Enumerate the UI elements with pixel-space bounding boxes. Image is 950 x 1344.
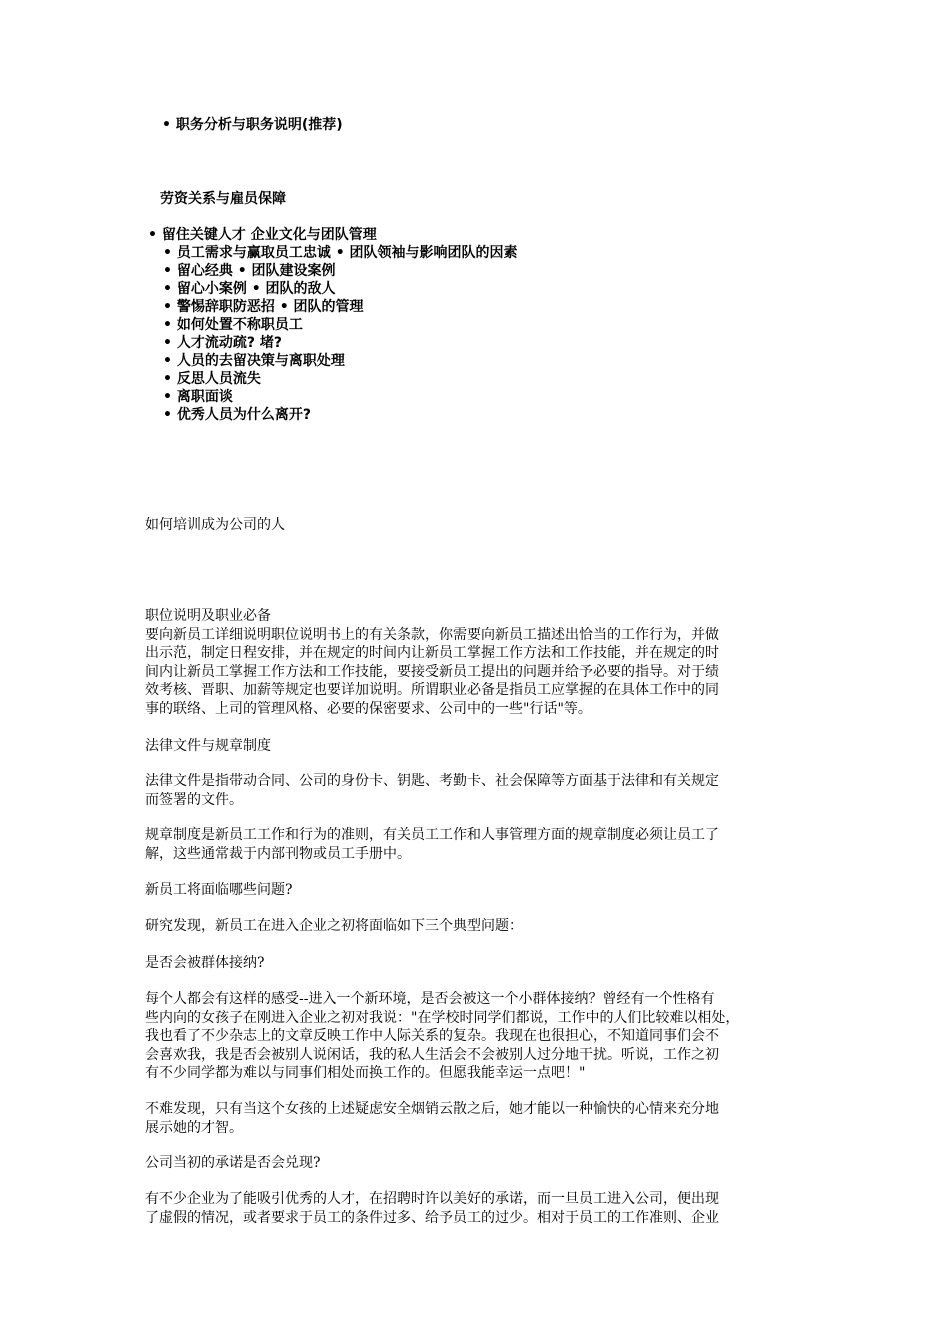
paragraph-job-description	[145, 607, 817, 718]
outline-sub-item: • 优秀人员为什么离开?	[163, 407, 311, 423]
paragraph-line: 会喜欢我，我是否会被别人说闲话，我的私人生活会不会被别人过分地干扰。听说，工作之初	[145, 1046, 719, 1063]
paragraph-rules	[145, 826, 817, 863]
paragraph-conclusion	[145, 1100, 817, 1137]
outline-sub-item: • 留心小案例 • 团队的敌人	[163, 281, 336, 297]
outline-main-item: • 留住关键人才 企业文化与团队管理	[148, 227, 377, 243]
heading-acceptance: 是否会被群体接纳?	[145, 955, 265, 971]
paragraph-line: 我也看了不少杂志上的文章反映工作中人际关系的复杂。我现在也很担心，不知道同事们会不	[145, 1028, 719, 1044]
outline-sub-item: • 人才流动疏? 堵?	[163, 335, 282, 351]
research-line: 研究发现，新员工在进入企业之初将面临如下三个典型问题：	[145, 918, 523, 934]
outline-sub-item: • 如何处置不称职员工	[163, 317, 303, 333]
paragraph-line: 而签署的文件。	[145, 791, 243, 808]
paragraph-line: 有不少企业为了能吸引优秀的人才，在招聘时许以美好的承诺，而一旦员工进入公司，便出现	[145, 1191, 719, 1207]
outline-top-item: • 职务分析与职务说明(推荐)	[162, 117, 343, 133]
outline-sub-item: • 警惕辞职防恶招 • 团队的管理	[163, 299, 364, 315]
paragraph-line: 间内让新员工掌握工作方法和工作技能，要接受新员工提出的问题并给予必要的指导。对于绩	[145, 663, 719, 680]
paragraph-line: 要向新员工详细说明职位说明书上的有关条款，你需要向新员工描述出恰当的工作行为，并做	[145, 626, 719, 643]
paragraph-line: 出示范，制定日程安排，并在规定的时间内让新员工掌握工作方法和工作技能，并在规定的时	[145, 645, 719, 661]
paragraph-promise	[145, 1190, 817, 1227]
paragraph-line: 不难发现，只有当这个女孩的上述疑虑安全烟销云散之后，她才能以一种愉快的心情来充分地	[145, 1101, 719, 1117]
paragraph-line: 些内向的女孩子在刚进入企业之初对我说："在学校时同学们都说，工作中的人们比较难以相处，	[145, 1009, 740, 1026]
heading-law: 法律文件与规章制度	[145, 738, 271, 754]
heading-promise: 公司当初的承诺是否会兑现?	[145, 1155, 321, 1171]
paragraph-line: 展示她的才智。	[145, 1119, 243, 1136]
outline-sub-item: • 离职面谈	[163, 389, 233, 405]
paragraph-heading: 职位说明及职业必备	[145, 608, 271, 624]
paragraph-acceptance	[145, 990, 817, 1083]
section-heading: 劳资关系与雇员保障	[160, 191, 286, 207]
body-title: 如何培训成为公司的人	[145, 517, 285, 533]
heading-problems: 新员工将面临哪些问题?	[145, 882, 293, 898]
paragraph-law	[145, 772, 817, 809]
paragraph-line: 事的联络、上司的管理风格、必要的保密要求、公司中的一些"行话"等。	[145, 700, 592, 717]
outline-sub-item: • 留心经典 • 团队建设案例	[163, 263, 336, 279]
paragraph-line: 法律文件是指带动合同、公司的身份卡、钥匙、考勤卡、社会保障等方面基于法律和有关规定	[145, 773, 719, 789]
paragraph-line: 有不少同学都为难以与同事们相处而换工作的。但愿我能幸运一点吧！"	[145, 1065, 586, 1081]
paragraph-line: 解，这些通常裁于内部刊物或员工手册中。	[145, 845, 411, 862]
outline-sub-item: • 员工需求与赢取员工忠诚 • 团队领袖与影响团队的因素	[163, 245, 518, 261]
paragraph-line: 规章制度是新员工工作和行为的准则，有关员工工作和人事管理方面的规章制度必须让员工了	[145, 827, 719, 843]
paragraph-line: 了虚假的情况，或者要求于员工的条件过多、给予员工的过少。相对于员工的工作准则、企业	[145, 1209, 719, 1226]
paragraph-line: 每个人都会有这样的感受--进入一个新环境，是否会被这一个小群体接纳？曾经有一个性格有	[145, 991, 715, 1007]
outline-sub-item: • 反思人员流失	[163, 371, 261, 387]
outline-sub-item: • 人员的去留决策与离职处理	[163, 353, 345, 369]
paragraph-line: 效考核、晋职、加薪等规定也要详加说明。所谓职业必备是指员工应掌握的在具体工作中的同	[145, 682, 719, 698]
